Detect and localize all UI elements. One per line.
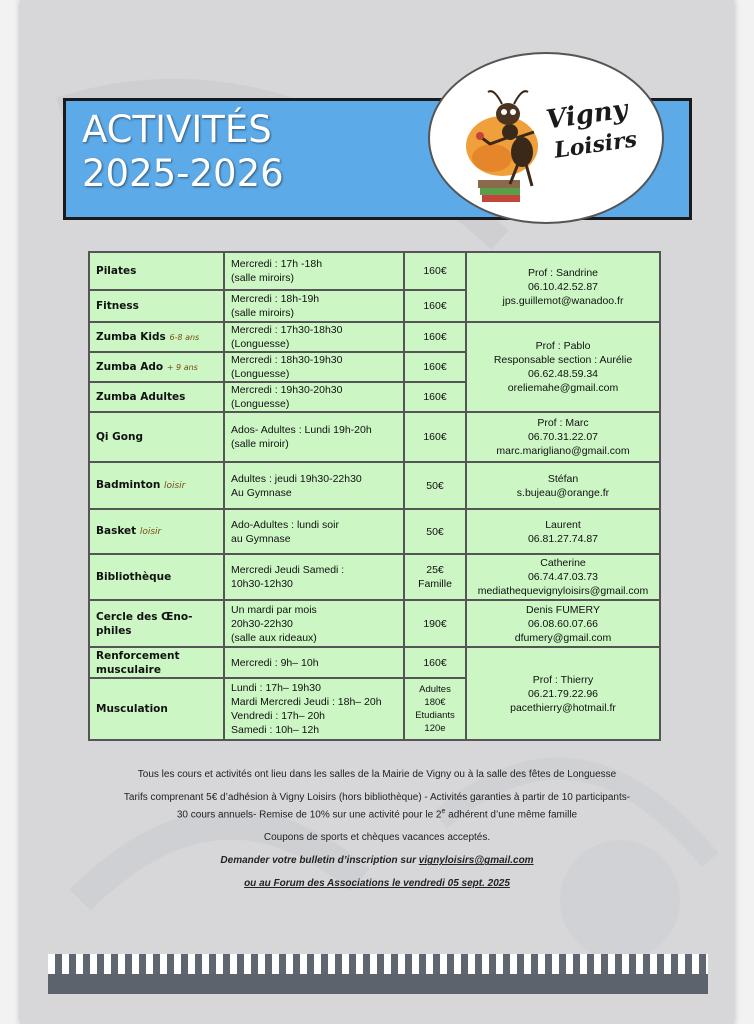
activity-name: Bibliothèque xyxy=(89,554,224,600)
contact-cell: Prof : Pablo Responsable section : Aurélie 06.62.48.59.34 oreliemahe@gmail.com xyxy=(466,322,660,412)
activities-table xyxy=(88,251,661,741)
activity-schedule: Mercredi : 17h -18h (salle miroirs) xyxy=(224,252,404,290)
activity-price: 160€ xyxy=(404,322,466,352)
activity-price: 50€ xyxy=(404,462,466,509)
vigny-loisirs-logo xyxy=(428,52,664,224)
registration-note: Demander votre bulletin d’inscription sur vignyloisirs@gmail.com xyxy=(220,855,534,867)
activity-schedule: Un mardi par mois 20h30-22h30 (salle aux rideaux) xyxy=(224,600,404,647)
table-row xyxy=(89,600,660,647)
title-line-1: ACTIVITÉS xyxy=(82,108,272,151)
contact-cell: Prof : Thierry 06.21.79.22.96 pacethierry@hotmail.fr xyxy=(466,647,660,740)
contact-cell: Catherine 06.74.47.03.73 mediathequevignyloisirs@gmail.com xyxy=(466,554,660,600)
activity-schedule: Mercredi : 9h– 10h xyxy=(224,647,404,678)
table-row xyxy=(89,252,660,290)
activity-name: Badminton loisir xyxy=(89,462,224,509)
contact-email-link[interactable]: vignyloisirs@gmail.com xyxy=(418,855,534,867)
table-row xyxy=(89,322,660,352)
activity-name: Basket loisir xyxy=(89,509,224,554)
page-title xyxy=(82,108,284,196)
activity-schedule: Mercredi : 17h30-18h30 (Longuesse) xyxy=(224,322,404,352)
activity-schedule: Mercredi : 18h30-19h30 (Longuesse) xyxy=(224,352,404,382)
activity-price: 160€ xyxy=(404,647,466,678)
activity-price: 50€ xyxy=(404,509,466,554)
activity-name: Musculation xyxy=(89,678,224,740)
contact-cell: Stéfan s.bujeau@orange.fr xyxy=(466,462,660,509)
activity-name: Fitness xyxy=(89,290,224,322)
footer-info xyxy=(60,768,694,900)
checkered-border xyxy=(48,954,708,974)
contact-cell: Denis FUMERY 06.08.60.07.66 dfumery@gmail.com xyxy=(466,600,660,647)
table-row xyxy=(89,509,660,554)
activity-price: 160€ xyxy=(404,290,466,322)
activity-schedule: Mercredi : 19h30-20h30 (Longuesse) xyxy=(224,382,404,412)
activity-price: 160€ xyxy=(404,352,466,382)
activity-schedule: Ados- Adultes : Lundi 19h-20h (salle miroir) xyxy=(224,412,404,462)
activity-name: Pilates xyxy=(89,252,224,290)
activity-price: 190€ xyxy=(404,600,466,647)
payment-note: Coupons de sports et chèques vacances acceptés. xyxy=(263,832,491,844)
activity-name: Zumba Ado + 9 ans xyxy=(89,352,224,382)
activity-name: Qi Gong xyxy=(89,412,224,462)
table-row xyxy=(89,647,660,678)
activity-name: Zumba Kids 6-8 ans xyxy=(89,322,224,352)
footer-bar xyxy=(48,974,708,994)
activity-name: Zumba Adultes xyxy=(89,382,224,412)
location-note: Tous les cours et activités ont lieu dans les salles de la Mairie de Vigny ou à la salle des fêtes de Longuesse xyxy=(137,769,617,780)
table-row xyxy=(89,462,660,509)
activity-name: Renforcement musculaire xyxy=(89,647,224,678)
activity-price: 160€ xyxy=(404,412,466,462)
activity-price: 160€ xyxy=(404,252,466,290)
table-row xyxy=(89,412,660,462)
activity-schedule: Adultes : jeudi 19h30-22h30 Au Gymnase xyxy=(224,462,404,509)
logo-line-1: Vigny xyxy=(544,94,630,136)
forum-note: ou au Forum des Associations le vendredi 05 sept. 2025 xyxy=(244,878,510,890)
activity-schedule: Mercredi : 18h-19h (salle miroirs) xyxy=(224,290,404,322)
activity-schedule: Ado-Adultes : lundi soir au Gymnase xyxy=(224,509,404,554)
pricing-note: Tarifs comprenant 5€ d’adhésion à Vigny Loisirs (hors bibliothèque) - Activités garanties à partir de 10 participants- 30 cours annuels- Remise de 10% sur une activité pour le 2e adhérent d’une même famille xyxy=(123,792,631,821)
activity-price: Adultes 180€ Etudiants 120e xyxy=(404,678,466,740)
flyer-page xyxy=(20,0,734,1024)
contact-cell: Prof : Sandrine 06.10.42.52.87 jps.guillemot@wanadoo.fr xyxy=(466,252,660,322)
activity-price: 160€ xyxy=(404,382,466,412)
title-line-2: 2025-2026 xyxy=(82,152,284,195)
activity-schedule: Mercredi Jeudi Samedi : 10h30-12h30 xyxy=(224,554,404,600)
activity-name: Cercle des Œno- philes xyxy=(89,600,224,647)
activity-price: 25€ Famille xyxy=(404,554,466,600)
contact-cell: Prof : Marc 06.70.31.22.07 marc.marigliano@gmail.com xyxy=(466,412,660,462)
table-row xyxy=(89,554,660,600)
activity-schedule: Lundi : 17h– 19h30 Mardi Mercredi Jeudi : 18h– 20h Vendredi : 17h– 20h Samedi : 10h– 12h xyxy=(224,678,404,740)
contact-cell: Laurent 06.81.27.74.87 xyxy=(466,509,660,554)
logo-line-2: Loisirs xyxy=(552,126,639,164)
